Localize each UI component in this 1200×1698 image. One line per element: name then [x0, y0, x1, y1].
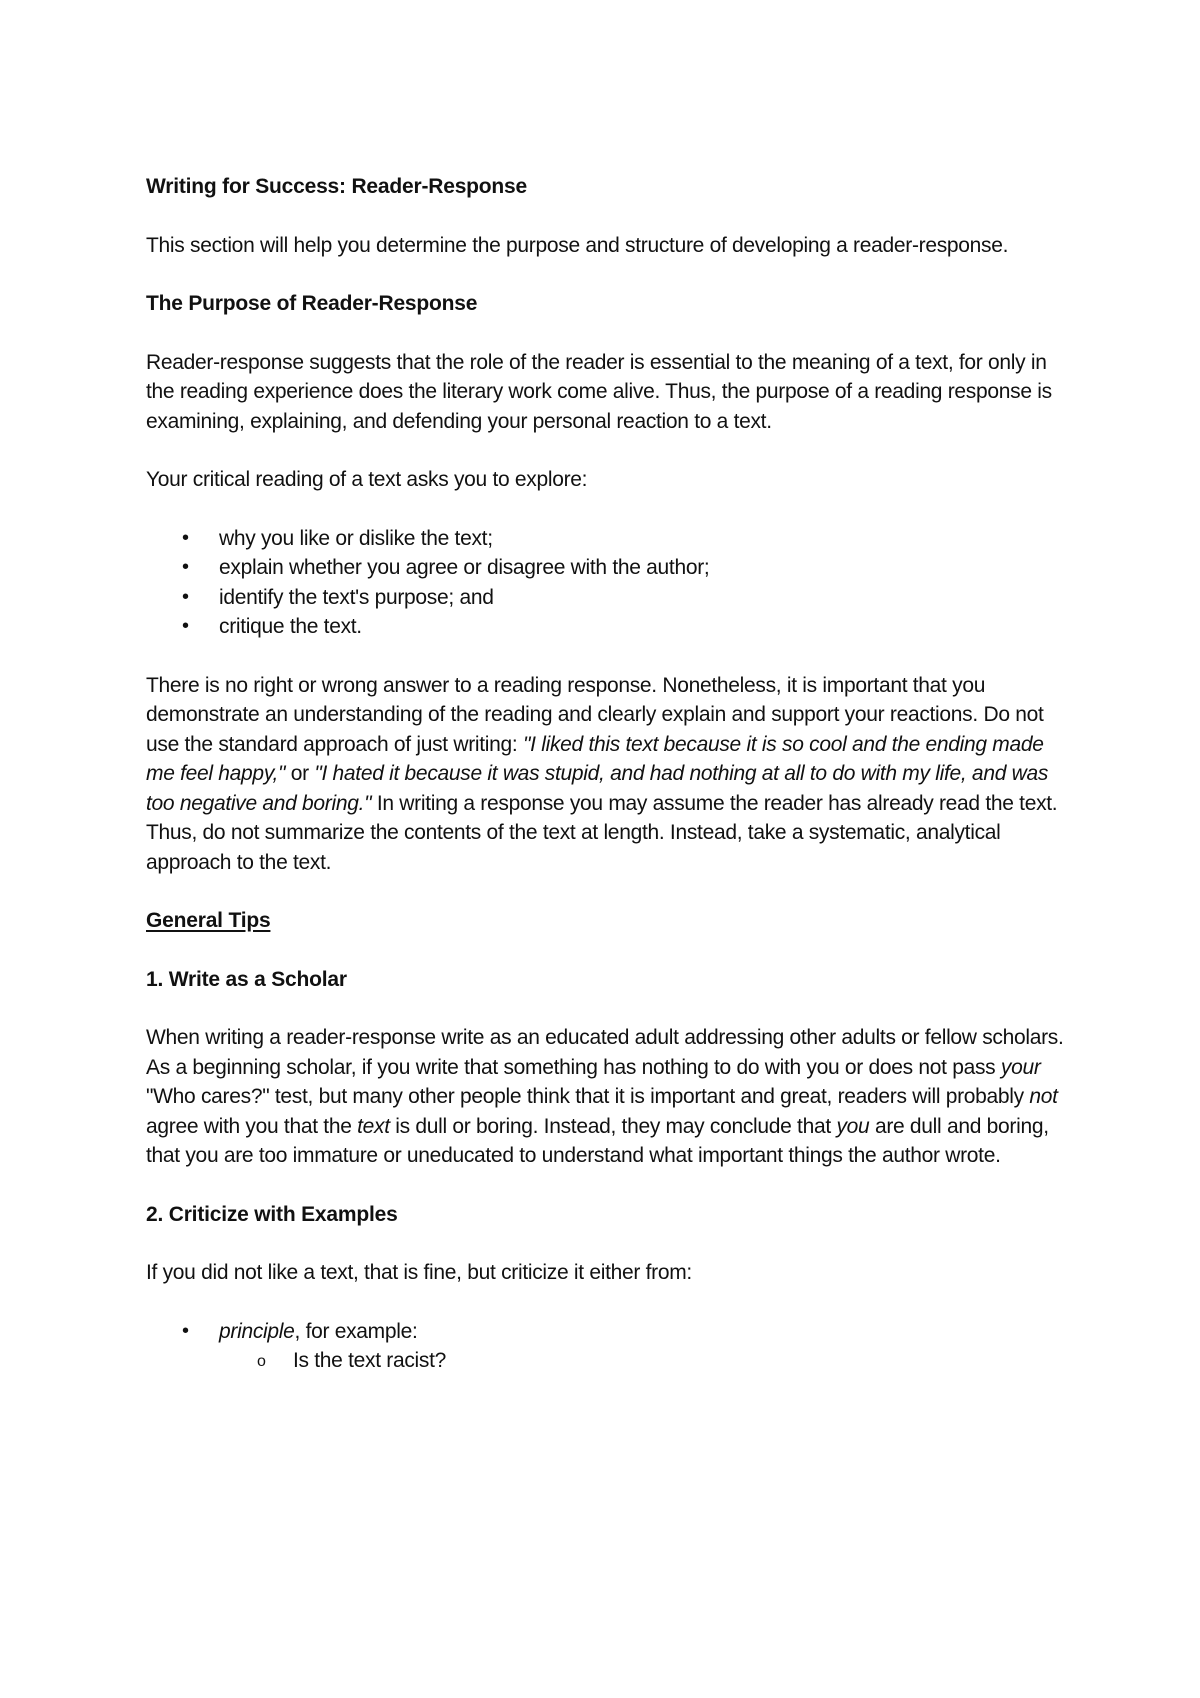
document-page [146, 172, 1066, 1405]
tip1-paragraph [146, 1023, 1066, 1171]
general-tips-heading: General Tips [146, 909, 271, 932]
explore-list [146, 524, 1066, 642]
tip1-text: agree with you that the [146, 1114, 358, 1138]
example-quote-2: "I hated it because it was stupid, and had nothing at all to do with my life, and was too negative and boring." [146, 762, 1049, 815]
principle-term: principle [219, 1319, 295, 1343]
tip1-emphasis: not [1029, 1085, 1058, 1108]
example-quote-1: "I liked this text because it is so cool and the ending made me feel happy," [146, 732, 1044, 785]
list-item: • explain whether you agree or disagree with the author; [146, 553, 1066, 583]
document-title: Writing for Success: Reader-Response [146, 175, 528, 198]
tip1-emphasis: your [1000, 1055, 1041, 1079]
purpose-paragraph: Reader-response suggests that the role of the reader is essential to the meaning of a text, for only in the reading experience does the literary work come alive. Thus, the purpose of a reading response is examining, explaining, and defending your personal reaction to a text. [146, 350, 1052, 433]
list-item: • identify the text's purpose; and [146, 583, 1066, 613]
tip1-heading: 1. Write as a Scholar [146, 967, 347, 991]
purpose-heading: The Purpose of Reader-Response [146, 292, 478, 315]
tip2-heading: 2. Criticize with Examples [146, 1202, 398, 1226]
tip1-text: "Who cares?" test, but many other people think that it is important and great, readers will probably [146, 1085, 1030, 1108]
tip1-text: is dull or boring. Instead, they may conclude that [389, 1114, 837, 1138]
principle-rest: , for example: [294, 1319, 418, 1343]
tip1-text: When writing a reader-response write as an educated adult addressing other adults or fellow scholars. As a beginning scholar, if you write that something has nothing to do with you or does not pass [146, 1026, 1064, 1079]
list-item: • why you like or dislike the text; [146, 524, 1066, 554]
tip1-emphasis: you [836, 1114, 870, 1138]
criticize-list [146, 1317, 1066, 1376]
tip1-emphasis: text [357, 1114, 390, 1138]
answer-paragraph [146, 671, 1066, 878]
tip2-intro: If you did not like a text, that is fine, but criticize it either from: [146, 1261, 692, 1284]
list-item [146, 1317, 1066, 1376]
tip1-text: are dull and boring, that you are too immature or uneducated to understand what important things the author wrote. [146, 1114, 1049, 1167]
sub-list-item: o Is the text racist? [219, 1346, 1066, 1376]
explore-intro: Your critical reading of a text asks you to explore: [146, 468, 588, 491]
list-item: • critique the text. [146, 612, 1066, 642]
answer-or: or [285, 762, 315, 785]
answer-text-1: There is no right or wrong answer to a reading response. Nonetheless, it is important that you demonstrate an understanding of the reading and clearly explain and support your reactions. Do not use the standard approach of just writing: [146, 673, 1044, 756]
principle-sublist [219, 1346, 1066, 1376]
answer-text-2: In writing a response you may assume the reader has already read the text. Thus, do not summarize the contents of the text at length. Instead, take a systematic, analytical approach to the text. [146, 791, 1058, 874]
intro-paragraph: This section will help you determine the purpose and structure of developing a reader-response. [146, 233, 1009, 257]
